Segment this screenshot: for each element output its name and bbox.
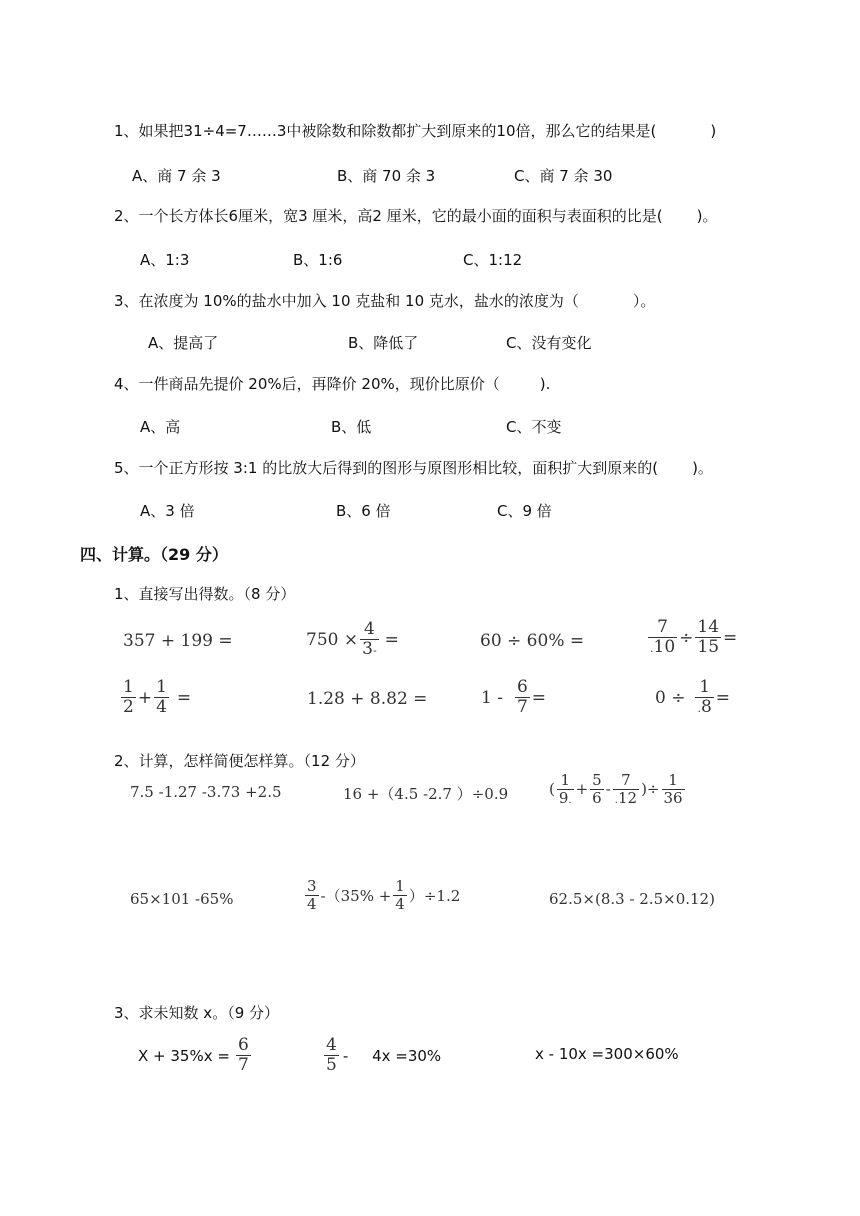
fraction xyxy=(613,772,639,807)
scan-mark: . xyxy=(650,641,654,655)
equation-text: X + 35%x = xyxy=(138,1046,230,1065)
fraction xyxy=(695,618,721,657)
expr-text: 0 ÷ xyxy=(655,687,686,708)
equals: = xyxy=(723,627,738,648)
numerator: 1 xyxy=(560,771,570,789)
q1-option-b: B、商 70 余 3 xyxy=(337,167,436,185)
denominator xyxy=(648,637,677,658)
question-2 xyxy=(114,205,717,226)
q3-option-c: C、没有变化 xyxy=(506,334,592,352)
question-1 xyxy=(114,120,716,141)
expr-2-3 xyxy=(549,772,687,807)
question-stem: 1、如果把31÷4=7……3中被除数和除数都扩大到原来的10倍，那么它的结果是( xyxy=(114,122,657,140)
answer-bracket: )。 xyxy=(696,207,718,225)
equation-3: x - 10x =300×60% xyxy=(535,1045,679,1063)
section-heading: 四、计算。（29 分） xyxy=(80,545,228,564)
numerator: 1 xyxy=(668,771,678,789)
expr-1-3: 60 ÷ 60% = xyxy=(480,631,585,651)
part2-title: 2、计算，怎样简便怎样算。（12 分） xyxy=(114,752,365,770)
expr-1-5 xyxy=(119,678,191,717)
numerator: 1 xyxy=(123,677,134,697)
q3-option-b: B、降低了 xyxy=(348,334,419,352)
denominator xyxy=(557,789,574,807)
denominator-value: 3 xyxy=(362,638,373,659)
equation-2 xyxy=(322,1036,441,1075)
plus-sign: + xyxy=(137,687,153,708)
equals: = xyxy=(715,687,731,708)
numerator: 4 xyxy=(363,619,375,639)
expr-2-4: 65×101 -65% xyxy=(130,890,234,908)
q4-option-a: A、高 xyxy=(140,418,181,436)
expr-2-6: 62.5×(8.3 - 2.5×0.12) xyxy=(549,890,715,908)
q1-option-a: A、商 7 余 3 xyxy=(132,167,221,185)
denominator xyxy=(695,697,713,718)
denominator: 15 xyxy=(697,636,720,657)
numerator: 5 xyxy=(592,771,602,789)
q3-option-a: A、提高了 xyxy=(148,334,219,352)
fraction xyxy=(236,1036,251,1075)
denominator: 5 xyxy=(326,1054,337,1075)
expr-2-1: 7.5 -1.27 -3.73 +2.5 xyxy=(130,783,282,801)
numerator: 1 xyxy=(699,677,711,697)
denominator: 7 xyxy=(237,1054,249,1075)
q2-option-c: C、1:12 xyxy=(463,251,523,269)
denominator-value: 8 xyxy=(700,696,712,717)
fraction xyxy=(695,678,713,717)
close-paren-divide: )÷ xyxy=(641,780,660,799)
expr-1-4 xyxy=(646,618,737,657)
q1-option-c: C、商 7 余 30 xyxy=(514,167,613,185)
scan-mark: . xyxy=(614,794,618,806)
scan-mark: - xyxy=(372,643,377,657)
fraction xyxy=(305,878,319,913)
expr-text: ）÷1.2 xyxy=(408,886,461,905)
equals: = xyxy=(176,687,192,708)
answer-bracket: ) xyxy=(710,122,717,140)
fraction xyxy=(121,678,136,717)
fraction xyxy=(154,678,169,717)
answer-bracket: ). xyxy=(539,375,551,393)
expr-2-5 xyxy=(303,878,460,913)
answer-bracket: ）。 xyxy=(632,292,656,310)
numerator: 6 xyxy=(237,1035,249,1055)
q2-option-b: B、1:6 xyxy=(293,251,343,269)
numerator: 7 xyxy=(621,771,631,789)
denominator: 4 xyxy=(156,696,167,717)
denominator xyxy=(613,789,639,807)
numerator: 3 xyxy=(307,877,317,895)
denominator-value: 9 xyxy=(558,788,569,807)
minus-sign: - xyxy=(605,780,611,799)
equals: = xyxy=(531,687,547,708)
q5-option-b: B、6 倍 xyxy=(336,502,391,520)
question-3 xyxy=(114,290,655,311)
equation-text: - 4x =30% xyxy=(342,1046,442,1065)
part1-title: 1、直接写出得数。（8 分） xyxy=(114,585,296,603)
denominator-value: 10 xyxy=(653,636,676,657)
numerator: 14 xyxy=(697,617,720,637)
equation-1 xyxy=(138,1036,253,1075)
expr-text: 750 × xyxy=(306,629,359,650)
question-5 xyxy=(114,457,713,478)
expr-text: 1 - xyxy=(481,687,503,708)
numerator: 7 xyxy=(657,617,668,637)
scan-mark: . xyxy=(568,794,572,806)
q5-option-a: A、3 倍 xyxy=(140,502,195,520)
expr-1-7 xyxy=(481,678,546,717)
q4-option-b: B、低 xyxy=(331,418,372,436)
expr-text: -（35% + xyxy=(320,886,392,905)
part3-title: 3、求未知数 x。（9 分） xyxy=(114,1004,280,1022)
fraction xyxy=(590,772,604,807)
numerator: 4 xyxy=(326,1035,337,1055)
plus-sign: + xyxy=(575,780,589,799)
fraction xyxy=(648,618,677,657)
expr-2-2: 16 +（4.5 -2.7 ）÷0.9 xyxy=(343,785,509,803)
question-stem: 2、一个长方体长6厘米，宽3 厘米，高2 厘米，它的最小面的面积与表面积的比是( xyxy=(114,207,663,225)
answer-bracket: )。 xyxy=(692,459,713,477)
expr-1-1: 357 + 199 = xyxy=(123,631,233,651)
expr-1-6: 1.28 + 8.82 = xyxy=(307,689,428,709)
open-paren: ( xyxy=(549,780,555,799)
numerator: 1 xyxy=(156,677,167,697)
expr-1-2 xyxy=(306,620,399,659)
q5-option-c: C、9 倍 xyxy=(497,502,552,520)
fraction xyxy=(324,1036,339,1075)
question-stem: 4、一件商品先提价 20%后，再降价 20%，现价比原价（ xyxy=(114,375,500,393)
expr-1-8 xyxy=(655,678,730,717)
denominator xyxy=(360,639,379,660)
fraction xyxy=(662,772,685,807)
equals: = xyxy=(384,629,399,650)
fraction xyxy=(515,678,530,717)
question-stem: 5、一个正方形按 3:1 的比放大后得到的图形与原图形相比较，面积扩大到原来的( xyxy=(114,459,659,477)
question-4 xyxy=(114,373,550,394)
fraction xyxy=(360,620,379,659)
scan-mark: . xyxy=(697,701,701,715)
fraction xyxy=(557,772,574,807)
denominator: 4 xyxy=(307,894,317,913)
q4-option-c: C、不变 xyxy=(506,418,562,436)
fraction xyxy=(393,878,407,913)
denominator: 4 xyxy=(395,894,405,913)
denominator: 36 xyxy=(663,788,683,807)
q2-option-a: A、1:3 xyxy=(140,251,190,269)
denominator: 6 xyxy=(592,788,602,807)
divide-sign: ÷ xyxy=(679,627,694,648)
denominator-value: 12 xyxy=(617,788,638,807)
numerator: 6 xyxy=(516,677,528,697)
denominator: 7 xyxy=(516,696,528,717)
denominator: 2 xyxy=(123,696,134,717)
numerator: 1 xyxy=(395,877,405,895)
question-stem: 3、在浓度为 10%的盐水中加入 10 克盐和 10 克水，盐水的浓度为（ xyxy=(114,292,579,310)
